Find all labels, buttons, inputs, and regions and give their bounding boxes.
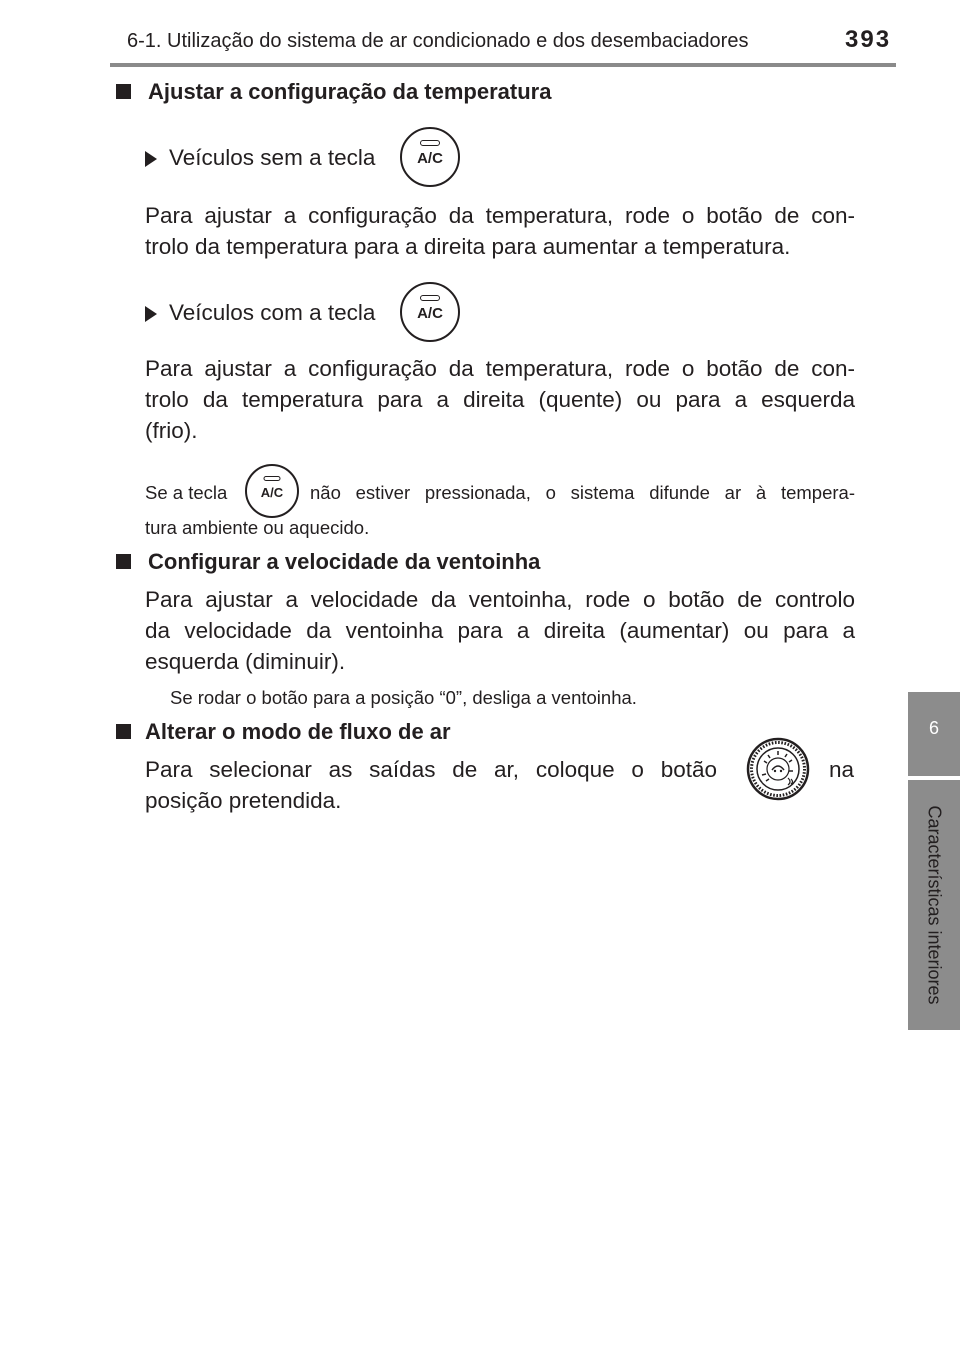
ac-note-line-2: tura ambiente ou aquecido. <box>145 517 370 538</box>
with-ac-text-line-1: Para ajustar a configuração da temperatura, rode o botão de con- <box>145 356 855 381</box>
page-number: 393 <box>845 26 892 53</box>
bullet-arrow-icon <box>145 151 157 167</box>
page-header <box>0 0 960 70</box>
airflow-text-line-2: posição pretendida. <box>145 788 342 813</box>
ac-button-label: A/C <box>260 485 284 500</box>
fan-heading: Configurar a velocidade da ventoinha <box>148 549 541 574</box>
fan-text-line-3: esquerda (diminuir). <box>145 649 346 674</box>
with-ac-bullet: Veículos com a tecla <box>169 300 376 325</box>
airflow-heading: Alterar o modo de fluxo de ar <box>145 719 451 744</box>
ac-button-icon <box>245 464 299 518</box>
fan-note: Se rodar o botão para a posição “0”, desliga a ventoinha. <box>170 687 637 708</box>
without-ac-text-line-2: trolo da temperatura para a direita para aumentar a temperatura. <box>145 234 791 259</box>
header-divider <box>110 63 896 67</box>
ac-button-label: A/C <box>417 150 443 167</box>
ac-button-label: A/C <box>417 305 443 322</box>
ac-button-icon <box>400 282 460 342</box>
without-ac-text-line-1: Para ajustar a configuração da temperatura, rode o botão de con- <box>145 203 855 228</box>
section-title: 6-1. Utilização do sistema de ar condicionado e dos desembaciadores <box>127 30 749 52</box>
ac-button-icon <box>400 127 460 187</box>
heading-square-icon <box>116 724 131 739</box>
without-ac-bullet: Veículos sem a tecla <box>169 145 376 170</box>
chapter-tab-number: 6 <box>908 692 960 776</box>
chapter-tab <box>908 780 960 1030</box>
ac-note-end: não estiver pressionada, o sistema difunde ar à tempera- <box>310 482 855 503</box>
bullet-arrow-icon <box>145 306 157 322</box>
airflow-mode-dial-icon <box>746 737 810 801</box>
heading-square-icon <box>116 554 131 569</box>
fan-text-line-2: da velocidade da ventoinha para a direita (aumentar) ou para a <box>145 618 855 643</box>
chapter-tab-label: Características interiores <box>924 805 945 1005</box>
ac-indicator-icon <box>420 295 440 301</box>
heading-square-icon <box>116 84 131 99</box>
airflow-text-start: Para selecionar as saídas de ar, coloque o botão <box>145 757 717 782</box>
temperature-heading: Ajustar a configuração da temperatura <box>148 79 552 104</box>
fan-text-line-1: Para ajustar a velocidade da ventoinha, rode o botão de controlo <box>145 587 855 612</box>
with-ac-text-line-3: (frio). <box>145 418 198 443</box>
ac-indicator-icon <box>420 140 440 146</box>
with-ac-text-line-2: trolo da temperatura para a direita (quente) ou para a esquerda <box>145 387 855 412</box>
ac-note-start: Se a tecla <box>145 482 228 503</box>
airflow-text-end: na <box>829 757 855 782</box>
ac-indicator-icon <box>264 476 281 481</box>
